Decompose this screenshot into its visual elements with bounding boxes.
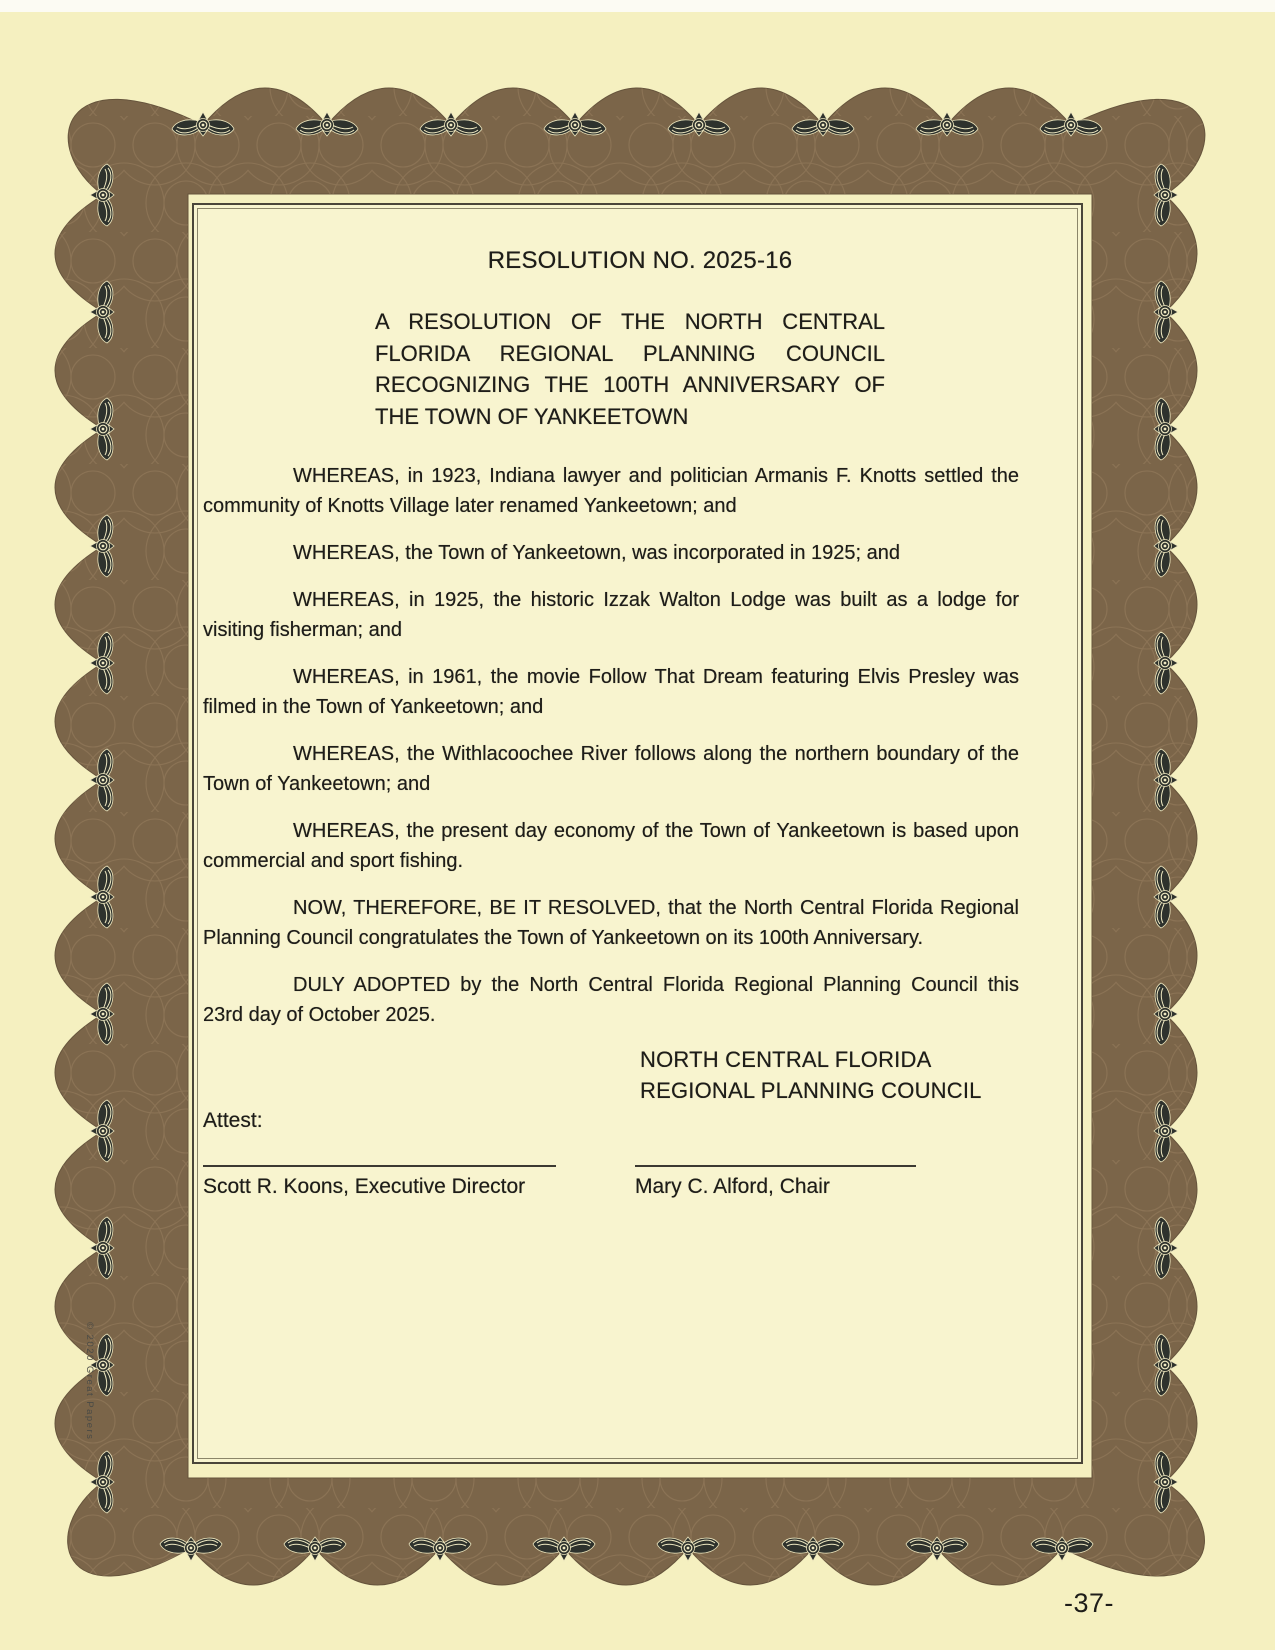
signature-block-chair	[635, 1165, 916, 1199]
page-number: -37-	[1064, 1588, 1115, 1618]
resolved-clause: NOW, THEREFORE, BE IT RESOLVED, that the North Central Florida Regional Planning Council congratulates the Town of Yankeetown on its 100th Anniversary.	[203, 897, 1019, 949]
subtitle-line: RECOGNIZING THE 100TH ANNIVERSARY OF	[375, 372, 885, 397]
whereas-clause: WHEREAS, in 1923, Indiana lawyer and politician Armanis F. Knotts settled the community of Knotts Village later renamed Yankeetown; and	[203, 465, 1019, 517]
certificate-panel	[192, 203, 1083, 1464]
council-name-line: REGIONAL PLANNING COUNCIL	[640, 1078, 982, 1103]
whereas-clause: WHEREAS, the Town of Yankeetown, was incorporated in 1925; and	[293, 542, 901, 564]
signature-name: Mary C. Alford, Chair	[635, 1175, 830, 1198]
council-name-block	[640, 1044, 1019, 1106]
whereas-clause: WHEREAS, the Withlacoochee River follows along the northern boundary of the Town of Yankeetown; and	[203, 743, 1019, 795]
whereas-clause: WHEREAS, the present day economy of the Town of Yankeetown is based upon commercial and sport fishing.	[203, 820, 1019, 872]
whereas-clause: WHEREAS, in 1925, the historic Izzak Walton Lodge was built as a lodge for visiting fisherman; and	[203, 589, 1019, 641]
whereas-clause: WHEREAS, in 1961, the movie Follow That Dream featuring Elvis Presley was filmed in the Town of Yankeetown; and	[203, 666, 1019, 718]
subtitle-line: FLORIDA REGIONAL PLANNING COUNCIL	[375, 340, 885, 366]
resolution-text-block	[194, 205, 1081, 1462]
attest-label: Attest:	[203, 1109, 263, 1132]
resolution-title: RESOLUTION NO. 2025-16	[487, 247, 793, 274]
subtitle-line: THE TOWN OF YANKEETOWN	[375, 403, 689, 429]
signature-row	[203, 1165, 1019, 1199]
paper-copyright-watermark: © 2020 Great Papers	[84, 1322, 95, 1441]
signature-block-executive-director	[203, 1165, 556, 1199]
adoption-clause: DULY ADOPTED by the North Central Florida Regional Planning Council this 23rd day of October 2025.	[203, 974, 1019, 1026]
resolution-subtitle	[375, 306, 885, 432]
subtitle-line: A RESOLUTION OF THE NORTH CENTRAL	[375, 309, 885, 334]
signature-name: Scott R. Koons, Executive Director	[203, 1175, 526, 1198]
council-name-line: NORTH CENTRAL FLORIDA	[640, 1047, 932, 1072]
